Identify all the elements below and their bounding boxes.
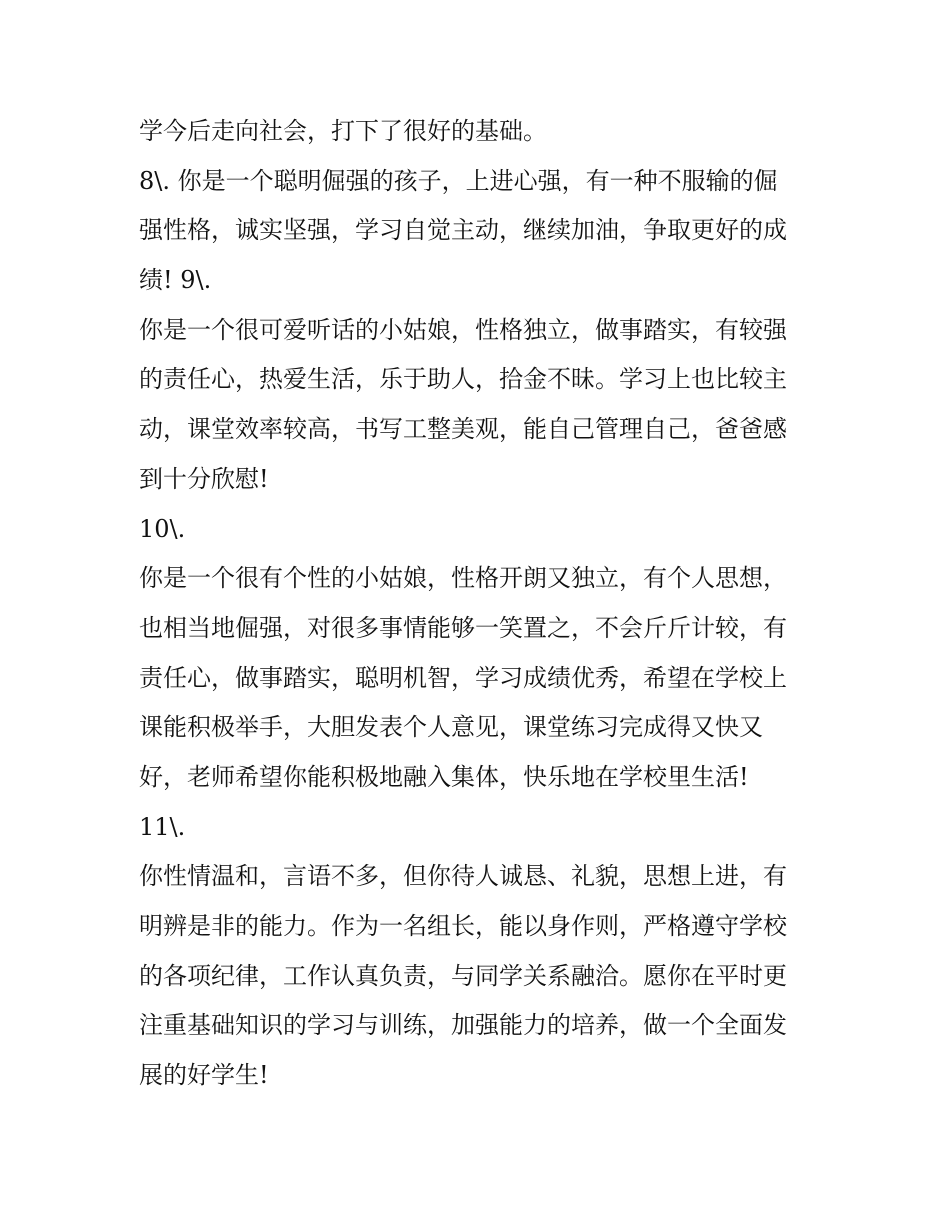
text-line: 到十分欣慰!: [139, 464, 269, 493]
text-line: 的责任心，热爱生活，乐于助人，拾金不昧。学习上也比较主: [139, 365, 787, 394]
text-line: 你是一个很有个性的小姑娘，性格开朗又独立，有个人思想，: [139, 564, 787, 593]
text-line: 明辨是非的能力。作为一名组长，能以身作则，严格遵守学校: [139, 912, 787, 940]
text-line: 注重基础知识的学习与训练，加强能力的培养，做一个全面发: [139, 1011, 787, 1040]
text-line: 强性格，诚实坚强，学习自觉主动，继续加油，争取更好的成: [139, 216, 787, 245]
text-line: 责任心，做事踏实，聪明机智，学习成绩优秀，希望在学校上: [139, 663, 787, 692]
text-line: 也相当地倔强，对很多事情能够一笑置之，不会斤斤计较，有: [139, 613, 787, 642]
text-line: 好，老师希望你能积极地融入集体，快乐地在学校里生活!: [139, 762, 749, 791]
text-line: 你是一个很可爱听话的小姑娘，性格独立，做事踏实，有较强: [139, 315, 787, 344]
text-line: 8\. 你是一个聪明倔强的孩子，上进心强，有一种不服输的倔: [139, 166, 778, 195]
text-line: 11\.: [139, 812, 186, 841]
text-line: 学今后走向社会，打下了很好的基础。: [139, 117, 547, 145]
text-line: 展的好学生!: [139, 1061, 269, 1090]
text-line: 你性情温和，言语不多，但你待人诚恳、礼貌，思想上进，有: [139, 862, 787, 891]
text-line: 动，课堂效率较高，书写工整美观，能自己管理自己，爸爸感: [139, 415, 787, 444]
text-line: 10\.: [139, 514, 186, 543]
text-line: 绩! 9\.: [139, 266, 212, 295]
body-text: [139, 107, 829, 1101]
text-line: 课能积极举手，大胆发表个人意见，课堂练习完成得又快又: [139, 713, 763, 742]
text-line: 的各项纪律，工作认真负责，与同学关系融洽。愿你在平时更: [139, 961, 787, 990]
